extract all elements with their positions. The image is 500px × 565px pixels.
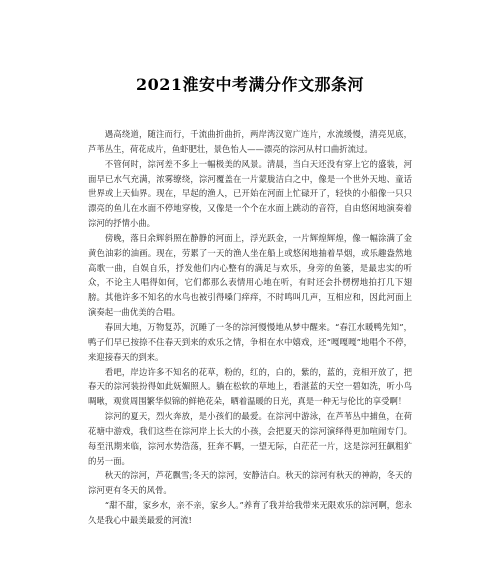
paragraph-7: 秋天的淙河，芦花飘雪;冬天的淙河，安静洁白。秋天的淙河有秋天的神韵，冬天的淙河更有冬天的风骨。 <box>88 470 412 496</box>
paragraph-2: 不管何时，淙河差不多上一幅极美的风景。清晨，当白天还没有穿上它的盛装，河面早已水气充满，浓雾缭绕，淙河覆盖在一片蒙胧洁白之中，像是一个世外天地、童话世界或上天仙界。现在，早起的渔人，已开始在河面上忙碌开了，轻快的小船像一只只漂亮的鱼儿在水面不停地穿梭，又像是一个个在水面上跳动的音符，自由悠闲地演奏着淙河的抒情小曲。 <box>88 158 412 229</box>
paragraph-8: “甜不甜，家乡水，亲不亲，家乡人。”养育了我并给我带来无限欢乐的淙河啊，您永久是我心中最美最爱的河流! <box>88 500 412 525</box>
paragraph-1: 遇高绕道，随注而行，千流曲折曲折，两岸湾汉宽广连片，水流缓慢，清亮见底，芦苇丛生，荷花成片，鱼虾肥壮，景色怡人——漂亮的淙河从村口曲折流过。 <box>88 129 412 154</box>
document-body <box>88 127 412 528</box>
paragraph-3: 傍晚，落日余辉斜照在静静的河面上，浮光跃金，一片辉煌辉煌，像一幅涂满了金黄色油彩的油画。现在，劳累了一天的渔人坐在船上或悠闲地抽着旱烟，或乐趣盎然地高歌一曲，自娱自乐，抒发他们内心整有的满足与欢乐，身旁的鱼篓，是最忠实的听众，不论主人唱得如何，它们都那么表情用心地在听，有时还会扑楞楞地拍打几下翅膀。其他许多不知名的水鸟也被引得嗓门痒痒，不时鸣叫几声，互相应和，因此河面上演奏起一曲优美的合唱。 <box>88 232 412 318</box>
paragraph-6: 淙河的夏天，烈火奔放，是小孩们的最爱。在淙河中游泳，在芦苇丛中捕鱼，在荷花塘中游戏，我们这些在淙河岸上长大的小孩，会把夏天的淙河演绎得更加喧闹专门。每至汛期来临，淙河水势浩荡，狂奔不羁，一望无际，白茫茫一片，这是淙河狂飙粗犷的另一面。 <box>88 411 412 466</box>
paragraph-5: 看吧，岸边许多不知名的花草，粉的，红的，白的，紫的，蓝的，竞相开放了，把春天的淙河装扮得如此妩媚照人。躺在松软的草地上，看湛蓝的天空一碧如洗，听小鸟啁啾，观赏周围繁华似锦的鲜艳花朵，晒着温暖的日光，真是一种无与伦比的享受啊！ <box>88 366 412 407</box>
paragraph-4: 春回大地，万物复苏，沉睡了一冬的淙河慢慢地从梦中醒来。“春江水暖鸭先知”，鸭子们早已按捺不住春天到来的欢乐之情，争相在水中嬉戏，还“嘎嘎嘎”地唱个不停，来迎接春天的到来。 <box>88 321 412 362</box>
document-title: 2021淮安中考满分作文那条河 <box>135 75 365 94</box>
